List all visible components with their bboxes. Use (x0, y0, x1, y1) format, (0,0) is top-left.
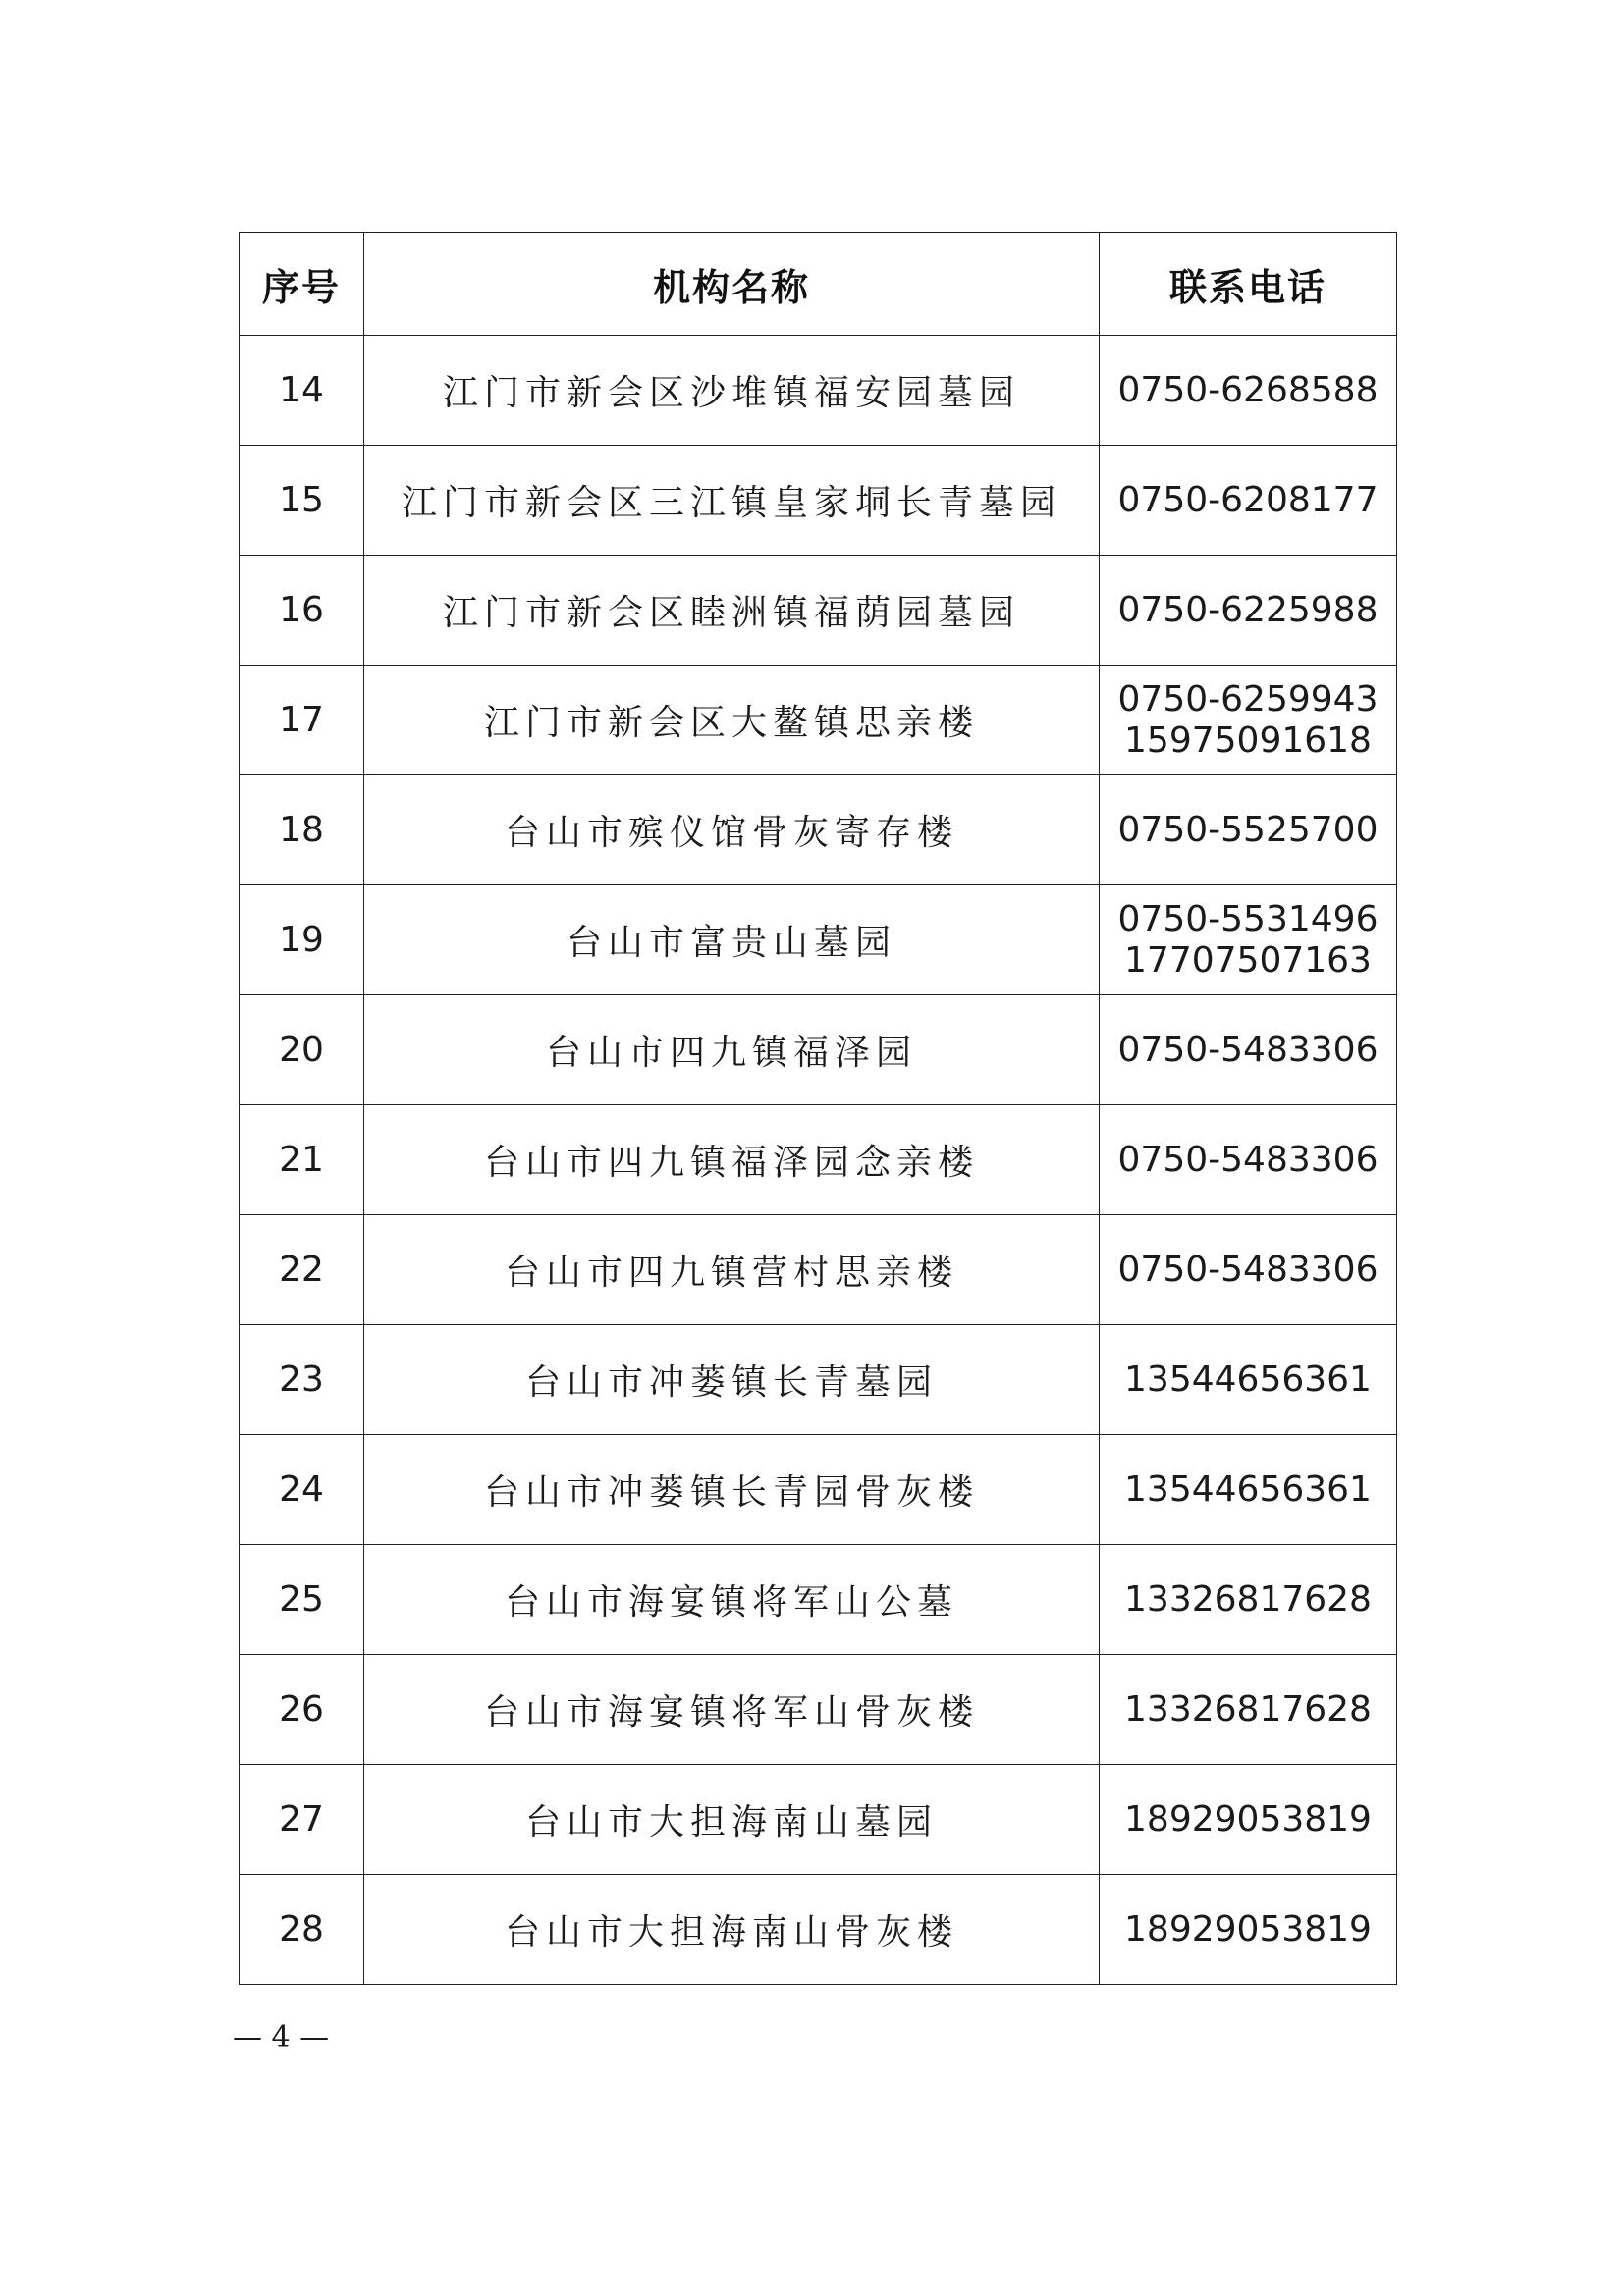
institution-name: 江门市新会区沙堆镇福安园墓园 (364, 336, 1100, 446)
phone-number: 0750-5483306 (1117, 1029, 1379, 1070)
contact-phone (1100, 995, 1397, 1105)
row-index: 25 (240, 1545, 364, 1655)
institution-name: 台山市殡仪馆骨灰寄存楼 (364, 775, 1100, 885)
institution-name: 江门市新会区大鳌镇思亲楼 (364, 666, 1100, 775)
institution-table (239, 232, 1397, 1985)
header-index: 序号 (240, 233, 364, 336)
table-row (240, 1105, 1397, 1215)
table-row (240, 775, 1397, 885)
row-index: 21 (240, 1105, 364, 1215)
phone-number: 15975091618 (1124, 720, 1372, 761)
contact-phone (1100, 775, 1397, 885)
institution-name: 台山市海宴镇将军山公墓 (364, 1545, 1100, 1655)
contact-phone (1100, 1325, 1397, 1435)
phone-number: 17707507163 (1124, 939, 1372, 981)
contact-phone (1100, 446, 1397, 556)
table-row (240, 1875, 1397, 1985)
contact-phone (1100, 885, 1397, 995)
row-index: 15 (240, 446, 364, 556)
institution-name: 台山市四九镇营村思亲楼 (364, 1215, 1100, 1325)
institution-name: 台山市大担海南山墓园 (364, 1765, 1100, 1875)
row-index: 28 (240, 1875, 364, 1985)
contact-phone (1100, 1215, 1397, 1325)
row-index: 26 (240, 1655, 364, 1765)
table-row (240, 556, 1397, 666)
row-index: 16 (240, 556, 364, 666)
phone-number: 0750-6225988 (1117, 589, 1379, 630)
contact-phone (1100, 1435, 1397, 1545)
phone-number: 18929053819 (1124, 1908, 1372, 1949)
institution-name: 江门市新会区三江镇皇家垌长青墓园 (364, 446, 1100, 556)
institution-name: 台山市四九镇福泽园念亲楼 (364, 1105, 1100, 1215)
institution-name: 台山市冲蒌镇长青园骨灰楼 (364, 1435, 1100, 1545)
header-phone: 联系电话 (1100, 233, 1397, 336)
phone-number: 0750-6259943 (1117, 678, 1379, 720)
contact-phone (1100, 1545, 1397, 1655)
contact-phone (1100, 1875, 1397, 1985)
row-index: 18 (240, 775, 364, 885)
header-name: 机构名称 (364, 233, 1100, 336)
table-row (240, 995, 1397, 1105)
table-row (240, 666, 1397, 775)
phone-number: 18929053819 (1124, 1798, 1372, 1840)
row-index: 19 (240, 885, 364, 995)
table-row (240, 1435, 1397, 1545)
phone-number: 0750-5531496 (1117, 898, 1379, 939)
institution-name: 台山市四九镇福泽园 (364, 995, 1100, 1105)
row-index: 14 (240, 336, 364, 446)
institution-name: 台山市冲蒌镇长青墓园 (364, 1325, 1100, 1435)
institution-name: 台山市海宴镇将军山骨灰楼 (364, 1655, 1100, 1765)
row-index: 24 (240, 1435, 364, 1545)
row-index: 23 (240, 1325, 364, 1435)
table-body (240, 336, 1397, 1985)
row-index: 17 (240, 666, 364, 775)
phone-number: 13326817628 (1124, 1688, 1372, 1730)
institution-name: 江门市新会区睦洲镇福荫园墓园 (364, 556, 1100, 666)
page-number: — 4 — (233, 2020, 330, 2055)
table-row (240, 1325, 1397, 1435)
contact-phone (1100, 1765, 1397, 1875)
table-row (240, 1765, 1397, 1875)
phone-number: 13544656361 (1124, 1359, 1372, 1400)
row-index: 20 (240, 995, 364, 1105)
row-index: 27 (240, 1765, 364, 1875)
contact-phone (1100, 336, 1397, 446)
table-row (240, 1545, 1397, 1655)
phone-number: 13544656361 (1124, 1468, 1372, 1510)
row-index: 22 (240, 1215, 364, 1325)
contact-phone (1100, 1655, 1397, 1765)
phone-number: 0750-5483306 (1117, 1139, 1379, 1180)
table-row (240, 1655, 1397, 1765)
institution-name: 台山市富贵山墓园 (364, 885, 1100, 995)
table-row (240, 336, 1397, 446)
table-row (240, 885, 1397, 995)
table-row (240, 446, 1397, 556)
phone-number: 13326817628 (1124, 1578, 1372, 1620)
contact-phone (1100, 666, 1397, 775)
phone-number: 0750-6268588 (1117, 369, 1379, 410)
table-row (240, 1215, 1397, 1325)
table-header-row (240, 233, 1397, 336)
phone-number: 0750-5525700 (1117, 809, 1379, 850)
institution-name: 台山市大担海南山骨灰楼 (364, 1875, 1100, 1985)
phone-number: 0750-5483306 (1117, 1249, 1379, 1290)
contact-phone (1100, 1105, 1397, 1215)
phone-number: 0750-6208177 (1117, 479, 1379, 520)
contact-phone (1100, 556, 1397, 666)
